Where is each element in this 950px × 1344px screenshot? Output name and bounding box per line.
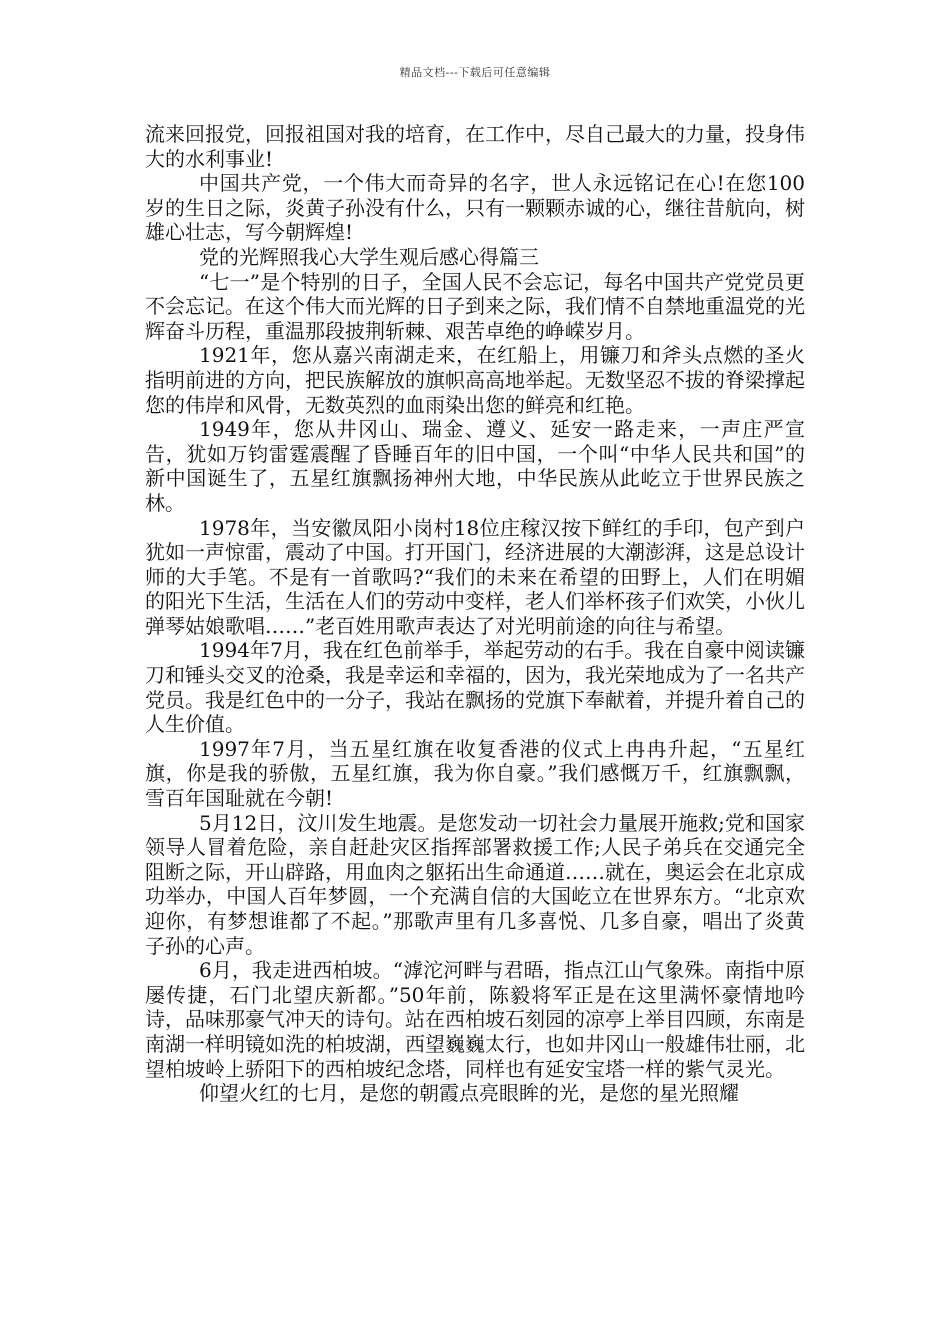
paragraph: “七一”是个特别的日子，全国人民不会忘记，每名中国共产党党员更不会忘记。在这个伟大而光辉的日子到来之际，我们情不自禁地重温党的光辉奋斗历程，重温那段披荆斩棘、艰苦卓绝的峥嵘岁月。 (145, 269, 805, 343)
paragraph: 1997年7月，当五星红旗在收复香港的仪式上冉冉升起，“五星红旗，你是我的骄傲，五星红旗，我为你自豪。”我们感慨万千，红旗飘飘，雪百年国耻就在今朝! (145, 736, 805, 811)
paragraph: 1921年，您从嘉兴南湖走来，在红船上，用镰刀和斧头点燃的圣火指明前进的方向，把民族解放的旗帜高高地举起。无数坚忍不拔的脊梁撑起您的伟岸和风骨，无数英烈的血雨染出您的鲜亮和红艳。 (145, 343, 805, 417)
paragraph: 6月，我走进西柏坡。“滹沱河畔与君晤，指点江山气象殊。南指中原屡传捷，石门北望庆新都。”50年前，陈毅将军正是在这里满怀豪情地吟诗，品味那豪气冲天的诗句。站在西柏坡石刻园的凉亭上举目四顾，东南是南湖一样明镜如洗的柏坡湖，西望巍巍太行，也如井冈山一般雄伟壮丽，北望柏坡岭上骄阳下的西柏坡纪念塔，同样也有延安宝塔一样的紫气灵光。 (145, 958, 805, 1081)
paragraph: 1994年7月，我在红色前举手，举起劳动的右手。我在自豪中阅读镰刀和锤头交叉的沧桑，我是幸运和幸福的，因为，我光荣地成为了一名共产党员。我是红色中的一分子，我站在飘扬的党旗下奉献着，并提升着自己的人生价值。 (145, 638, 805, 737)
document-body (145, 122, 805, 1106)
paragraph: 1949年，您从井冈山、瑞金、遵义、延安一路走来，一声庄严宣告，犹如万钧雷霆震醒了昏睡百年的旧中国，一个叫“中华人民共和国”的新中国诞生了，五星红旗飘扬神州大地，中华民族从此屹立于世界民族之林。 (145, 417, 805, 515)
paragraph: 中国共产党，一个伟大而奇异的名字，世人永远铭记在心!在您100岁的生日之际，炎黄子孙没有什么，只有一颗颗赤诚的心，继往昔航向，树雄心壮志，写今朝辉煌! (145, 171, 805, 245)
paragraph: 5月12日，汶川发生地震。是您发动一切社会力量展开施救;党和国家领导人冒着危险，亲自赶赴灾区指挥部署救援工作;人民子弟兵在交通完全阻断之际，开山辟路，用血肉之躯拓出生命通道……就在，奥运会在北京成功举办，中国人百年梦圆，一个充满自信的大国屹立在世界东方。“北京欢迎你，有梦想谁都了不起。”那歌声里有几多喜悦、几多自豪，唱出了炎黄子孙的心声。 (145, 810, 805, 958)
paragraph: 仰望火红的七月，是您的朝霞点亮眼眸的光，是您的星光照耀 (199, 1081, 739, 1106)
page-header: 精品文档---下载后可任意编辑 (399, 66, 551, 79)
paragraph: 流来回报党，回报祖国对我的培育，在工作中，尽自己最大的力量，投身伟大的水利事业! (145, 122, 805, 171)
paragraph: 1978年，当安徽凤阳小岗村18位庄稼汉按下鲜红的手印，包产到户犹如一声惊雷，震动了中国。打开国门，经济进展的大潮澎湃，这是总设计师的大手笔。不是有一首歌吗?“我们的未来在希望的田野上，人们在明媚的阳光下生活，生活在人们的劳动中变样，老人们举杯孩子们欢笑，小伙儿弹琴姑娘歌唱……”老百姓用歌声表达了对光明前途的向往与希望。 (145, 515, 805, 638)
section-title: 党的光辉照我心大学生观后感心得篇三 (199, 244, 539, 269)
